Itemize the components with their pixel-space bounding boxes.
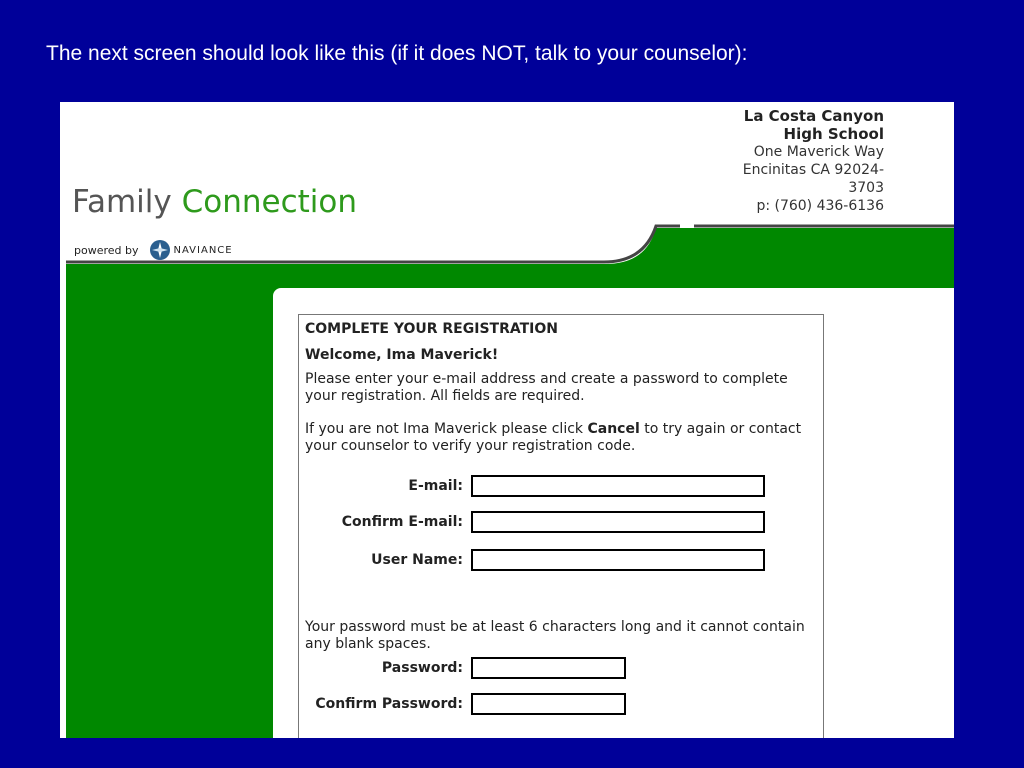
username-label: User Name: — [371, 552, 463, 568]
screenshot-window — [60, 102, 954, 738]
notice-cancel-word: Cancel — [587, 421, 640, 437]
registration-form — [298, 314, 824, 738]
confirm-password-label: Confirm Password: — [315, 696, 463, 712]
email-field[interactable] — [471, 475, 765, 497]
brand-connection: Connection — [181, 184, 358, 220]
notice-text-before: If you are not Ima Maverick please click — [305, 421, 588, 437]
school-info — [743, 107, 884, 215]
confirm-email-label: Confirm E-mail: — [341, 514, 463, 530]
password-rule-text: Your password must be at least 6 characters long and it cannot contain any blank spaces. — [305, 619, 805, 652]
password-field[interactable] — [471, 657, 626, 679]
password-label: Password: — [381, 660, 463, 676]
powered-by-text: powered by — [74, 243, 139, 257]
email-label: E-mail: — [408, 478, 463, 494]
school-name-line1: La Costa Canyon — [743, 107, 884, 125]
naviance-text: NAVIANCE — [173, 244, 233, 256]
confirm-email-row — [299, 511, 765, 533]
not-you-notice — [305, 421, 817, 455]
school-address-line2: Encinitas CA 92024- — [742, 162, 884, 178]
site-header — [60, 102, 954, 282]
slide-caption: The next screen should look like this (if it does NOT, talk to your counselor): — [46, 42, 748, 65]
naviance-compass-icon — [149, 239, 171, 261]
brand-family: Family — [72, 184, 172, 220]
intro-text: Please enter your e-mail address and create a password to complete your registration. All fields are required. — [305, 371, 788, 404]
family-connection-logo[interactable] — [72, 184, 357, 220]
password-row — [299, 657, 626, 679]
school-phone: p: (760) 436-6136 — [756, 198, 884, 214]
school-address-line3: 3703 — [848, 180, 884, 196]
welcome-message: Welcome, Ima Maverick! — [305, 347, 499, 363]
naviance-logo — [149, 239, 233, 261]
school-name-line2: High School — [783, 125, 884, 143]
username-field[interactable] — [471, 549, 765, 571]
username-row — [299, 549, 765, 571]
notice-text-after: to try again or contact your counselor to verify your registration code. — [305, 421, 802, 454]
school-address-line1: One Maverick Way — [753, 144, 884, 160]
email-row — [299, 475, 765, 497]
confirm-email-field[interactable] — [471, 511, 765, 533]
powered-by — [74, 239, 233, 261]
confirm-password-field[interactable] — [471, 693, 626, 715]
form-title: COMPLETE YOUR REGISTRATION — [305, 321, 558, 337]
confirm-password-row — [299, 693, 626, 715]
